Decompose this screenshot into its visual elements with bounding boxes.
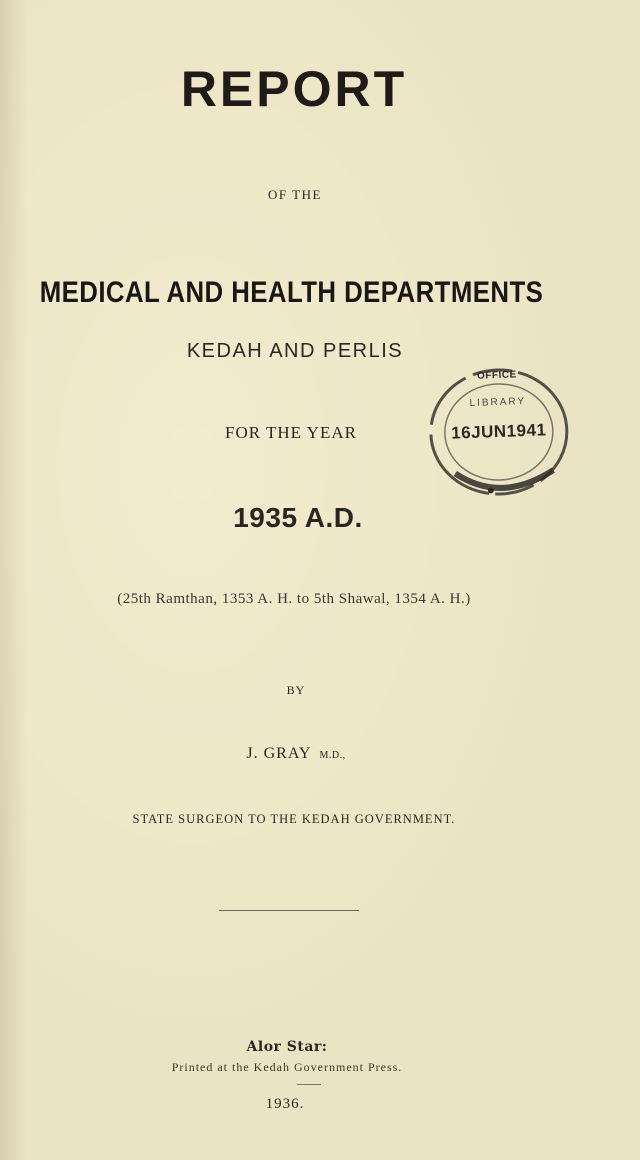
author-name: J. GRAY	[246, 745, 312, 762]
library-stamp	[422, 361, 577, 511]
for-the-year-text: FOR THE YEAR	[225, 423, 357, 442]
author-role: STATE SURGEON TO THE KEDAH GOVERNMENT.	[132, 812, 456, 826]
report-title: REPORT	[180, 61, 408, 117]
by-text: BY	[286, 683, 306, 697]
stamp-office-text: OFFICE	[476, 369, 517, 382]
divider-rule	[219, 910, 359, 911]
hijri-period: (25th Ramthan, 1353 A. H. to 5th Shawal, 1354 A. H.)	[117, 591, 471, 607]
author-degree: M.D.,	[319, 750, 346, 761]
report-year: 1935 A.D.	[233, 502, 363, 533]
printer-line: Printed at the Kedah Government Press.	[171, 1060, 403, 1074]
stamp-date: 16JUN1941	[450, 420, 547, 443]
of-the-text: OF THE	[268, 187, 322, 202]
print-year: 1936.	[265, 1096, 305, 1112]
department-heading: MEDICAL AND HEALTH DEPARTMENTS	[39, 276, 544, 309]
author-line	[0, 745, 616, 763]
region-heading: KEDAH AND PERLIS	[186, 340, 404, 362]
stamp-library-text: LIBRARY	[469, 396, 527, 410]
publication-place: Alor Star:	[246, 1039, 328, 1055]
short-divider	[297, 1084, 321, 1085]
